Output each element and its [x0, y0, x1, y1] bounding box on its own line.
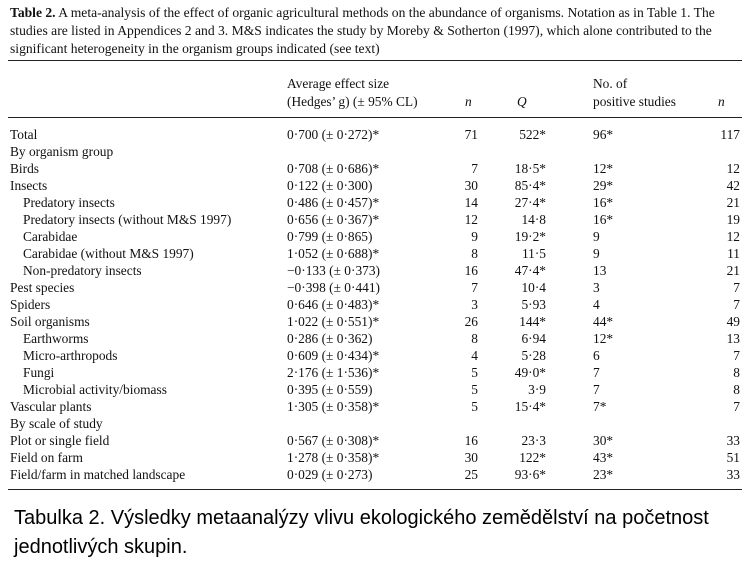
row-label: Carabidae — [23, 229, 78, 244]
cell-n: 16 — [464, 433, 478, 448]
cell-q: 5·28 — [521, 348, 546, 363]
table-body — [0, 126, 750, 483]
cell-positive-studies: 3 — [593, 280, 600, 295]
cell-total-n: 12 — [726, 229, 740, 244]
table-row — [0, 296, 750, 313]
table-row — [0, 398, 750, 415]
cell-positive-studies: 30* — [593, 433, 614, 448]
cell-positive-studies: 4 — [593, 297, 600, 312]
cell-n: 8 — [471, 246, 478, 261]
cell-positive-studies: 12* — [593, 331, 614, 346]
cell-positive-studies: 7 — [593, 382, 600, 397]
row-label: Predatory insects (without M&S 1997) — [23, 212, 232, 227]
table-row — [0, 347, 750, 364]
cell-positive-studies: 7 — [593, 365, 600, 380]
table-row — [0, 415, 750, 432]
cell-effect-size: −0·398 (± 0·441) — [287, 280, 380, 295]
cell-total-n: 11 — [727, 246, 740, 261]
row-label: Insects — [10, 178, 48, 193]
table-row — [0, 432, 750, 449]
cell-total-n: 49 — [726, 314, 740, 329]
table-row — [0, 466, 750, 483]
cell-q: 3·9 — [528, 382, 546, 397]
cell-n: 7 — [471, 280, 478, 295]
cell-q: 144* — [519, 314, 546, 329]
row-label: By organism group — [10, 144, 114, 159]
cell-effect-size: 1·022 (± 0·551)* — [287, 314, 380, 329]
cell-effect-size: 0·567 (± 0·308)* — [287, 433, 380, 448]
cell-n: 5 — [471, 382, 478, 397]
cell-total-n: 7 — [733, 348, 740, 363]
table-row — [0, 330, 750, 347]
cell-n: 7 — [471, 161, 478, 176]
row-label: Vascular plants — [10, 399, 92, 414]
cell-n: 30 — [464, 450, 478, 465]
cell-positive-studies: 96* — [593, 127, 614, 142]
cell-n: 71 — [464, 127, 478, 142]
cell-total-n: 21 — [726, 263, 740, 278]
cell-positive-studies: 12* — [593, 161, 614, 176]
header-positive-studies — [593, 75, 676, 111]
cell-positive-studies: 44* — [593, 314, 614, 329]
cell-q: 14·8 — [521, 212, 546, 227]
header-effect-line2: (Hedges’ g) (± 95% CL) — [287, 94, 418, 109]
cell-effect-size: 0·029 (± 0·273) — [287, 467, 373, 482]
cell-positive-studies: 23* — [593, 467, 614, 482]
cell-n: 14 — [464, 195, 478, 210]
cell-total-n: 12 — [726, 161, 740, 176]
cell-total-n: 13 — [726, 331, 740, 346]
cell-effect-size: 0·708 (± 0·686)* — [287, 161, 380, 176]
cell-positive-studies: 29* — [593, 178, 614, 193]
cell-effect-size: 0·700 (± 0·272)* — [287, 127, 380, 142]
table-row — [0, 449, 750, 466]
row-label: Plot or single field — [10, 433, 110, 448]
cell-q: 122* — [519, 450, 546, 465]
cell-positive-studies: 16* — [593, 195, 614, 210]
row-label: Pest species — [10, 280, 75, 295]
cell-q: 11·5 — [521, 246, 546, 261]
cell-effect-size: 0·122 (± 0·300) — [287, 178, 373, 193]
row-label: Earthworms — [23, 331, 89, 346]
cell-positive-studies: 9 — [593, 229, 600, 244]
table-header-rule — [8, 117, 742, 118]
cell-effect-size: 1·305 (± 0·358)* — [287, 399, 380, 414]
czech-caption: Tabulka 2. Výsledky metaanalýzy vlivu ekologického zemědělství na početnost jednotlivých skupin. — [14, 507, 709, 558]
row-label: Total — [10, 127, 38, 142]
cell-positive-studies: 6 — [593, 348, 600, 363]
cell-total-n: 19 — [726, 212, 740, 227]
row-label: Field/farm in matched landscape — [10, 467, 186, 482]
cell-effect-size: 0·486 (± 0·457)* — [287, 195, 380, 210]
cell-q: 19·2* — [514, 229, 546, 244]
header-effect-size — [287, 75, 418, 111]
cell-positive-studies: 9 — [593, 246, 600, 261]
row-label: Micro-arthropods — [23, 348, 118, 363]
cell-n: 3 — [471, 297, 478, 312]
header-q: Q — [517, 94, 527, 109]
table-row — [0, 262, 750, 279]
cell-positive-studies: 7* — [593, 399, 607, 414]
table-row — [0, 381, 750, 398]
row-label: By scale of study — [10, 416, 103, 431]
cell-total-n: 33 — [726, 433, 740, 448]
table-caption-text: A meta-analysis of the effect of organic agricultural methods on the abundance of organisms. Notation as in Table 1. The studies are listed in Appendices 2 and 3. M&S indicates the study by Moreby & Sotherton (1997), which alone contributed to the significant heterogeneity in the organism groups indicated (see text) — [10, 5, 715, 56]
cell-effect-size: 2·176 (± 1·536)* — [287, 365, 380, 380]
cell-effect-size: 0·286 (± 0·362) — [287, 331, 373, 346]
cell-positive-studies: 13 — [593, 263, 607, 278]
cell-effect-size: 0·395 (± 0·559) — [287, 382, 373, 397]
table-row — [0, 126, 750, 143]
cell-effect-size: 1·052 (± 0·688)* — [287, 246, 380, 261]
cell-q: 47·4* — [514, 263, 546, 278]
row-label: Soil organisms — [10, 314, 90, 329]
cell-q: 6·94 — [521, 331, 546, 346]
cell-total-n: 42 — [726, 178, 740, 193]
table-row — [0, 279, 750, 296]
header-effect-line1: Average effect size — [287, 76, 390, 91]
cell-effect-size: 0·609 (± 0·434)* — [287, 348, 380, 363]
cell-q: 93·6* — [514, 467, 546, 482]
cell-n: 12 — [464, 212, 478, 227]
cell-total-n: 8 — [733, 365, 740, 380]
cell-total-n: 21 — [726, 195, 740, 210]
cell-n: 8 — [471, 331, 478, 346]
cell-total-n: 7 — [733, 297, 740, 312]
table-top-rule — [8, 60, 742, 61]
table-row — [0, 228, 750, 245]
table-caption — [10, 4, 742, 58]
table-row — [0, 143, 750, 160]
table-bottom-rule — [8, 489, 742, 490]
header-total-n: n — [718, 94, 725, 109]
cell-effect-size: 0·799 (± 0·865) — [287, 229, 373, 244]
cell-total-n: 7 — [733, 280, 740, 295]
cell-q: 23·3 — [521, 433, 546, 448]
table-row — [0, 177, 750, 194]
cell-n: 30 — [464, 178, 478, 193]
table-row — [0, 194, 750, 211]
cell-n: 26 — [464, 314, 478, 329]
table-row — [0, 211, 750, 228]
row-label: Spiders — [10, 297, 51, 312]
cell-positive-studies: 16* — [593, 212, 614, 227]
cell-n: 5 — [471, 399, 478, 414]
cell-effect-size: −0·133 (± 0·373) — [287, 263, 380, 278]
table-row — [0, 313, 750, 330]
cell-effect-size: 1·278 (± 0·358)* — [287, 450, 380, 465]
cell-q: 15·4* — [514, 399, 546, 414]
cell-q: 18·5* — [514, 161, 546, 176]
cell-q: 27·4* — [514, 195, 546, 210]
row-label: Fungi — [23, 365, 55, 380]
cell-n: 9 — [471, 229, 478, 244]
cell-n: 4 — [471, 348, 478, 363]
cell-q: 5·93 — [521, 297, 546, 312]
cell-effect-size: 0·656 (± 0·367)* — [287, 212, 380, 227]
row-label: Non-predatory insects — [23, 263, 142, 278]
row-label: Carabidae (without M&S 1997) — [23, 246, 194, 261]
cell-q: 49·0* — [514, 365, 546, 380]
header-positive-line1: No. of — [593, 76, 628, 91]
cell-effect-size: 0·646 (± 0·483)* — [287, 297, 380, 312]
header-n: n — [465, 94, 472, 109]
row-label: Predatory insects — [23, 195, 115, 210]
cell-positive-studies: 43* — [593, 450, 614, 465]
cell-total-n: 117 — [720, 127, 740, 142]
cell-n: 5 — [471, 365, 478, 380]
table-row — [0, 245, 750, 262]
table-number: Table 2. — [10, 5, 56, 20]
cell-q: 10·4 — [521, 280, 546, 295]
header-positive-line2: positive studies — [593, 94, 676, 109]
row-label: Microbial activity/biomass — [23, 382, 167, 397]
table-row — [0, 364, 750, 381]
cell-q: 85·4* — [514, 178, 546, 193]
row-label: Field on farm — [10, 450, 83, 465]
cell-total-n: 51 — [726, 450, 740, 465]
cell-total-n: 7 — [733, 399, 740, 414]
cell-total-n: 8 — [733, 382, 740, 397]
cell-n: 16 — [464, 263, 478, 278]
table-row — [0, 160, 750, 177]
row-label: Birds — [10, 161, 40, 176]
cell-total-n: 33 — [726, 467, 740, 482]
cell-n: 25 — [464, 467, 478, 482]
cell-q: 522* — [519, 127, 546, 142]
